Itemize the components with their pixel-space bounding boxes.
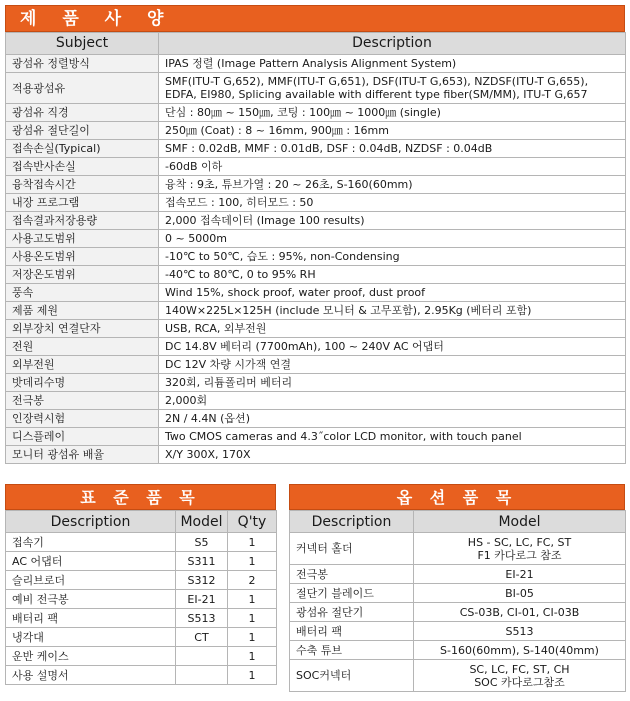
optional-item-model xyxy=(414,533,626,565)
optional-item-row xyxy=(290,641,626,660)
spec-header-subject: Subject xyxy=(6,33,159,55)
spec-row xyxy=(6,194,626,212)
spec-row xyxy=(6,446,626,464)
standard-item-description: 운반 케이스 xyxy=(6,647,176,666)
standard-item-qty: 1 xyxy=(228,552,277,571)
spec-description xyxy=(159,374,626,392)
spec-row xyxy=(6,392,626,410)
spec-row xyxy=(6,410,626,428)
standard-header-model: Model xyxy=(176,511,228,533)
optional-item-row xyxy=(290,565,626,584)
spec-description-line: SMF(ITU-T G,652), MMF(ITU-T G,651), DSF(ITU-T G,653), NZDSF(ITU-T G,655), xyxy=(165,75,589,88)
spec-subject: 제품 제원 xyxy=(6,302,159,320)
optional-items-title: 옵 션 품 목 xyxy=(289,484,625,510)
optional-item-model-line: EI-21 xyxy=(505,567,534,581)
spec-subject: 광섬유 정렬방식 xyxy=(6,55,159,73)
standard-item-row xyxy=(6,571,277,590)
spec-description xyxy=(159,284,626,302)
spec-description xyxy=(159,104,626,122)
spec-description xyxy=(159,230,626,248)
spec-description-line: 140W×225L×125H (include 모니터 & 고무포함), 2.95Kg (베터리 포함) xyxy=(165,304,532,317)
spec-description-line: X/Y 300X, 170X xyxy=(165,448,251,461)
standard-item-model: S5 xyxy=(176,533,228,552)
optional-item-description: 수축 튜브 xyxy=(290,641,414,660)
standard-item-description: 냉각대 xyxy=(6,628,176,647)
spec-description-line: 2,000회 xyxy=(165,394,208,407)
spec-subject: 인장력시험 xyxy=(6,410,159,428)
standard-item-description: 사용 설명서 xyxy=(6,666,176,685)
optional-item-row xyxy=(290,603,626,622)
spec-subject: 외부전원 xyxy=(6,356,159,374)
standard-item-qty: 1 xyxy=(228,628,277,647)
spec-subject: 적용광섬유 xyxy=(6,73,159,104)
optional-item-model xyxy=(414,584,626,603)
spec-row xyxy=(6,266,626,284)
optional-item-model-line: F1 카다로그 참조 xyxy=(477,548,562,562)
standard-item-model: CT xyxy=(176,628,228,647)
standard-items-body xyxy=(6,533,277,685)
spec-subject: 디스플레이 xyxy=(6,428,159,446)
standard-header-qty: Q'ty xyxy=(228,511,277,533)
spec-description xyxy=(159,302,626,320)
spec-row xyxy=(6,428,626,446)
spec-description xyxy=(159,338,626,356)
spec-section xyxy=(5,5,625,464)
spec-subject: 외부장치 연결단자 xyxy=(6,320,159,338)
spec-description-line: 2N / 4.4N (옵션) xyxy=(165,412,250,425)
spec-description xyxy=(159,212,626,230)
spec-description xyxy=(159,248,626,266)
optional-item-model-line: BI-05 xyxy=(505,586,534,600)
spec-subject: 접속반사손실 xyxy=(6,158,159,176)
optional-header-model: Model xyxy=(414,511,626,533)
spec-title: 제 품 사 양 xyxy=(5,5,625,32)
spec-row xyxy=(6,230,626,248)
standard-item-qty: 1 xyxy=(228,533,277,552)
standard-item-description: 예비 전극봉 xyxy=(6,590,176,609)
optional-item-row xyxy=(290,622,626,641)
spec-header-description: Description xyxy=(159,33,626,55)
spec-description-line: 250㎛ (Coat) : 8 ~ 16mm, 900㎛ : 16mm xyxy=(165,124,389,137)
spec-description-line: 0 ~ 5000m xyxy=(165,232,227,245)
spec-row xyxy=(6,374,626,392)
standard-item-row xyxy=(6,533,277,552)
spec-row xyxy=(6,140,626,158)
standard-item-model: S312 xyxy=(176,571,228,590)
standard-items-table xyxy=(5,510,277,685)
spec-row xyxy=(6,356,626,374)
standard-item-row xyxy=(6,628,277,647)
optional-item-model-line: SC, LC, FC, ST, CH xyxy=(469,662,570,676)
spec-subject: 사용온도범위 xyxy=(6,248,159,266)
spec-description-line: EDFA, EI980, Splicing available with different type fiber(SM/MM), ITU-T G,657 xyxy=(165,88,588,101)
optional-item-model xyxy=(414,603,626,622)
spec-row xyxy=(6,284,626,302)
standard-item-qty: 2 xyxy=(228,571,277,590)
standard-item-model xyxy=(176,647,228,666)
standard-item-description: 접속기 xyxy=(6,533,176,552)
spec-body xyxy=(6,55,626,464)
spec-subject: 전극봉 xyxy=(6,392,159,410)
spec-row xyxy=(6,320,626,338)
optional-item-description: SOC커넥터 xyxy=(290,660,414,692)
spec-subject: 저장온도범위 xyxy=(6,266,159,284)
spec-row xyxy=(6,302,626,320)
standard-item-row xyxy=(6,647,277,666)
standard-item-model: S513 xyxy=(176,609,228,628)
spec-description-line: 2,000 접속데이터 (Image 100 results) xyxy=(165,214,365,227)
spec-subject: 모니터 광섬유 배율 xyxy=(6,446,159,464)
spec-row xyxy=(6,73,626,104)
spec-subject: 밧데리수명 xyxy=(6,374,159,392)
standard-item-row xyxy=(6,590,277,609)
spec-description xyxy=(159,392,626,410)
standard-items-section xyxy=(5,484,276,685)
optional-item-row xyxy=(290,660,626,692)
optional-item-description: 광섬유 절단기 xyxy=(290,603,414,622)
optional-item-model-line: SOC 카다로그참조 xyxy=(474,675,565,689)
spec-subject: 내장 프로그램 xyxy=(6,194,159,212)
spec-description xyxy=(159,320,626,338)
standard-item-model: EI-21 xyxy=(176,590,228,609)
optional-items-body xyxy=(290,533,626,692)
spec-row xyxy=(6,212,626,230)
spec-row xyxy=(6,104,626,122)
optional-item-model-line: S-160(60mm), S-140(40mm) xyxy=(440,643,599,657)
spec-description-line: IPAS 정렬 (Image Pattern Analysis Alignment System) xyxy=(165,57,457,70)
spec-description-line: -40℃ to 80℃, 0 to 95% RH xyxy=(165,268,316,281)
spec-description xyxy=(159,446,626,464)
standard-item-row xyxy=(6,666,277,685)
standard-item-qty: 1 xyxy=(228,609,277,628)
spec-description xyxy=(159,140,626,158)
standard-item-row xyxy=(6,609,277,628)
spec-description-line: 접속모드 : 100, 히터모드 : 50 xyxy=(165,196,314,209)
spec-subject: 전원 xyxy=(6,338,159,356)
spec-subject: 사용고도범위 xyxy=(6,230,159,248)
optional-item-model xyxy=(414,565,626,584)
spec-description xyxy=(159,122,626,140)
spec-description xyxy=(159,176,626,194)
optional-item-row xyxy=(290,584,626,603)
optional-item-model xyxy=(414,660,626,692)
spec-row xyxy=(6,248,626,266)
standard-item-qty: 1 xyxy=(228,666,277,685)
spec-subject: 광섬유 직경 xyxy=(6,104,159,122)
spec-description xyxy=(159,428,626,446)
spec-subject: 융착접속시간 xyxy=(6,176,159,194)
optional-item-description: 절단기 블레이드 xyxy=(290,584,414,603)
spec-description xyxy=(159,266,626,284)
spec-description-line: -60dB 이하 xyxy=(165,160,223,173)
spec-description-line: 융착 : 9초, 튜브가열 : 20 ~ 26초, S-160(60mm) xyxy=(165,178,413,191)
optional-item-description: 전극봉 xyxy=(290,565,414,584)
standard-item-description: 배터리 팩 xyxy=(6,609,176,628)
standard-item-model: S311 xyxy=(176,552,228,571)
spec-description xyxy=(159,73,626,104)
spec-description-line: USB, RCA, 외부전원 xyxy=(165,322,267,335)
spec-description xyxy=(159,410,626,428)
standard-item-description: AC 어댑터 xyxy=(6,552,176,571)
standard-item-model xyxy=(176,666,228,685)
spec-subject: 풍속 xyxy=(6,284,159,302)
spec-subject: 접속결과저장용량 xyxy=(6,212,159,230)
standard-item-qty: 1 xyxy=(228,590,277,609)
spec-description-line: DC 14.8V 베터리 (7700mAh), 100 ~ 240V AC 어댑터 xyxy=(165,340,444,353)
spec-description-line: Two CMOS cameras and 4.3˝color LCD monitor, with touch panel xyxy=(165,430,522,443)
standard-item-qty: 1 xyxy=(228,647,277,666)
spec-row xyxy=(6,176,626,194)
spec-description-line: -10℃ to 50℃, 습도 : 95%, non-Condensing xyxy=(165,250,400,263)
optional-item-model xyxy=(414,641,626,660)
spec-description xyxy=(159,194,626,212)
spec-description xyxy=(159,356,626,374)
spec-description xyxy=(159,158,626,176)
optional-item-model-line: CS-03B, CI-01, CI-03B xyxy=(459,605,580,619)
optional-header-description: Description xyxy=(290,511,414,533)
spec-subject: 광섬유 절단길이 xyxy=(6,122,159,140)
standard-items-title: 표 준 품 목 xyxy=(5,484,276,510)
spec-description xyxy=(159,55,626,73)
spec-description-line: 320회, 리튬폴리머 베터리 xyxy=(165,376,293,389)
spec-row xyxy=(6,122,626,140)
standard-item-description: 슬리브로더 xyxy=(6,571,176,590)
optional-items-table xyxy=(289,510,626,692)
spec-row xyxy=(6,338,626,356)
standard-item-row xyxy=(6,552,277,571)
optional-item-description: 커넥터 홀더 xyxy=(290,533,414,565)
optional-item-description: 배터리 팩 xyxy=(290,622,414,641)
optional-items-section xyxy=(289,484,625,692)
spec-description-line: DC 12V 차량 시가잭 연결 xyxy=(165,358,292,371)
spec-description-line: SMF : 0.02dB, MMF : 0.01dB, DSF : 0.04dB, NZDSF : 0.04dB xyxy=(165,142,493,155)
spec-description-line: Wind 15%, shock proof, water proof, dust proof xyxy=(165,286,426,299)
spec-row xyxy=(6,158,626,176)
spec-row xyxy=(6,55,626,73)
optional-item-model-line: HS - SC, LC, FC, ST xyxy=(467,535,572,549)
optional-item-model xyxy=(414,622,626,641)
spec-table xyxy=(5,32,626,464)
optional-item-model-line: S513 xyxy=(505,624,534,638)
spec-subject: 접속손실(Typical) xyxy=(6,140,159,158)
optional-item-row xyxy=(290,533,626,565)
spec-description-line: 단심 : 80㎛ ~ 150㎛, 코팅 : 100㎛ ~ 1000㎛ (single) xyxy=(165,106,441,119)
standard-header-description: Description xyxy=(6,511,176,533)
